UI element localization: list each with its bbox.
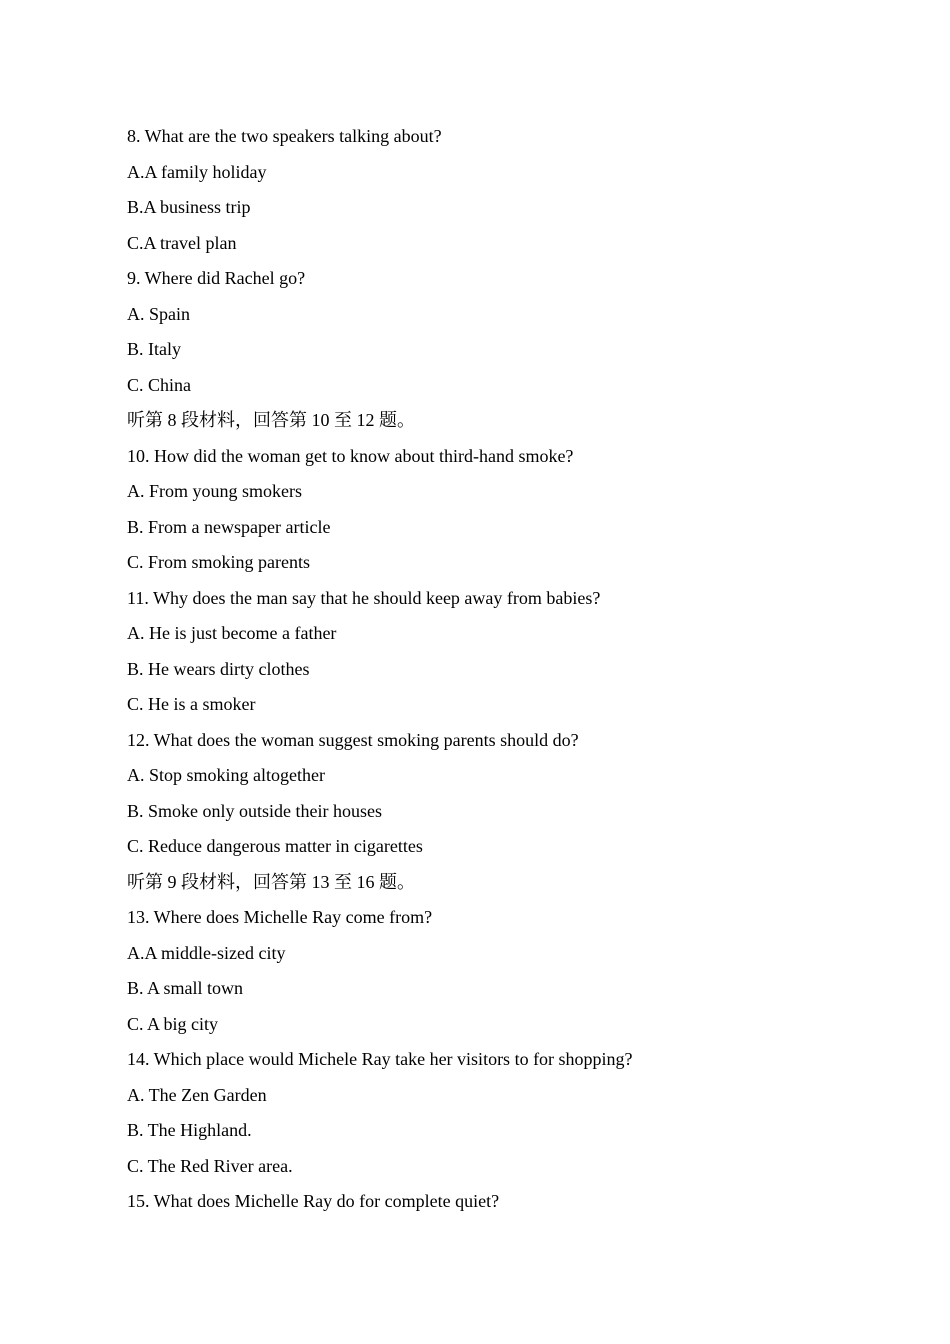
question-9: 9. Where did Rachel go? [127, 268, 306, 288]
option-10c: C. From smoking parents [127, 552, 310, 572]
section-instruction-8: 听第 8 段材料，回答第 10 至 12 题。 [127, 410, 415, 430]
option-8c: C.A travel plan [127, 232, 237, 253]
question-8: 8. What are the two speakers talking about? [127, 126, 442, 146]
option-14c: C. The Red River area. [127, 1155, 293, 1176]
question-14: 14. Which place would Michele Ray take her visitors to for shopping? [127, 1049, 633, 1069]
option-14b: B. The Highland. [127, 1120, 252, 1140]
section-instruction-9: 听第 9 段材料，回答第 13 至 16 题。 [127, 871, 415, 892]
option-8a: A.A family holiday [127, 161, 267, 182]
option-13b: B. A small town [127, 978, 244, 998]
question-12: 12. What does the woman suggest smoking parents should do? [127, 729, 579, 750]
option-9a: A. Spain [127, 303, 190, 324]
option-12b: B. Smoke only outside their houses [127, 800, 382, 821]
question-10: 10. How did the woman get to know about third-hand smoke? [127, 445, 574, 466]
option-11c: C. He is a smoker [127, 694, 256, 714]
option-8b: B.A business trip [127, 197, 251, 217]
option-13c: C. A big city [127, 1013, 219, 1034]
option-10b: B. From a newspaper article [127, 516, 331, 537]
option-14a: A. The Zen Garden [127, 1084, 267, 1105]
option-12c: C. Reduce dangerous matter in cigarettes [127, 836, 423, 856]
option-9b: B. Italy [127, 339, 181, 359]
option-11b: B. He wears dirty clothes [127, 658, 310, 679]
option-10a: A. From young smokers [127, 481, 302, 501]
question-15: 15. What does Michelle Ray do for complete quiet? [127, 1191, 500, 1211]
question-13: 13. Where does Michelle Ray come from? [127, 907, 433, 927]
option-11a: A. He is just become a father [127, 623, 337, 643]
option-12a: A. Stop smoking altogether [127, 765, 325, 785]
option-13a: A.A middle-sized city [127, 942, 286, 963]
question-list [127, 119, 827, 1220]
question-11: 11. Why does the man say that he should keep away from babies? [127, 587, 601, 608]
option-9c: C. China [127, 374, 192, 395]
